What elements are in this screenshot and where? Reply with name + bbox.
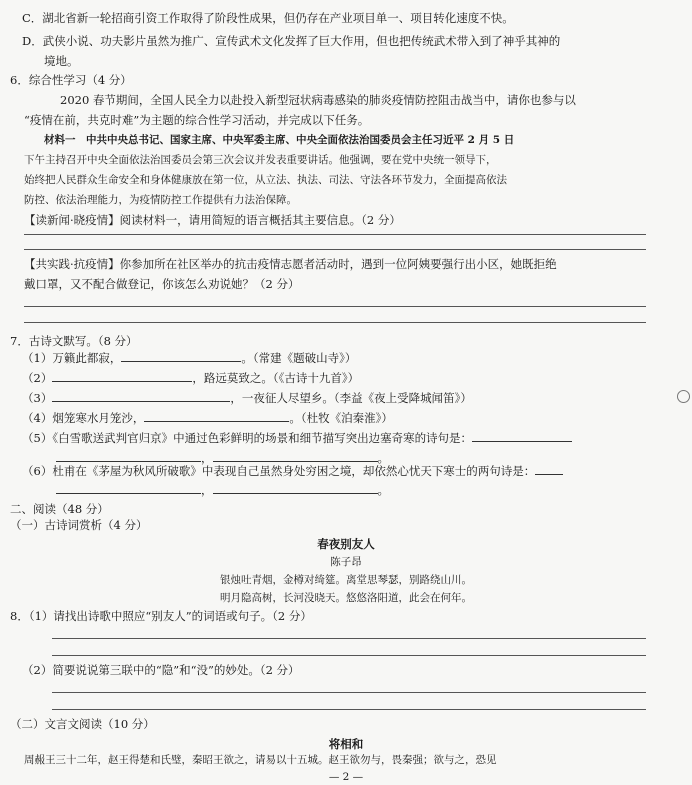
material-one-line2: 下午主持召开中央全面依法治国委员会第三次会议并发表重要讲话。他强调，要在党中央统一领导下， [24, 154, 497, 166]
answer-line[interactable] [24, 249, 646, 250]
section-two-sub1: （一）古诗词赏析（4 分） [10, 518, 148, 532]
q7-item-5: （5）《白雪歌送武判官归京》中通过色彩鲜明的场景和细节描写突出边塞奇寒的诗句是： [22, 429, 572, 446]
answer-line[interactable] [24, 306, 646, 307]
option-d-line2: 境地。 [44, 54, 79, 68]
material-one-line3: 始终把人民群众生命安全和身体健康放在第一位，从立法、执法、司法、守法各环节发力，全面提高依法 [24, 174, 507, 186]
fill-blank[interactable] [472, 429, 572, 442]
answer-line[interactable] [52, 655, 646, 656]
q8-part1: 8．（1）请找出诗歌中照应“别友人”的词语或句子。（2 分） [10, 609, 312, 623]
section-two-sub2: （二）文言文阅读（10 分） [10, 717, 155, 731]
section-two-title: 二、阅读（48 分） [10, 502, 109, 516]
task-practice-line2: 戴口罩，又不配合做登记，你该怎么劝说她？（2 分） [24, 277, 300, 291]
page-number: — 2 — [328, 771, 364, 783]
fill-blank[interactable] [144, 409, 289, 422]
poem-line-2: 明月隐高树，长河没晓天。悠悠洛阳道，此会在何年。 [220, 592, 472, 604]
q7-item-2: （2） ，路远莫致之。（《古诗十九首》） [22, 371, 360, 385]
fill-blank[interactable] [213, 449, 378, 462]
material-one-line1: 材料一 中共中央总书记、国家主席、中央军委主席、中央全面依法治国委员会主任习近平 2 月 5 日 [44, 134, 515, 146]
q8-part2: （2）简要说说第三联中的“隐”和“没”的妙处。（2 分） [22, 663, 300, 677]
answer-line[interactable] [52, 638, 646, 639]
q7-item-6-cont: ， 。 [56, 481, 389, 498]
q7-item-4: （4）烟笼寒水月笼沙， 。（杜牧《泊秦淮》） [22, 411, 393, 425]
answer-line[interactable] [24, 322, 646, 323]
q7-item-3: （3） ，一夜征人尽望乡。（李益《夜上受降城闻笛》） [22, 391, 472, 405]
margin-circle-mark [677, 390, 690, 403]
q6-intro-line1: 2020 春节期间，全国人民全力以赴投入新型冠状病毒感染的肺炎疫情防控阻击战当中，请你也参与以 [60, 93, 576, 107]
q7-item-5-cont: ， 。 [56, 449, 389, 466]
option-d-line1: D．武侠小说、功夫影片虽然为推广、宣传武术文化发挥了巨大作用，但也把传统武术带入到了神乎其神的 [22, 34, 561, 48]
fill-blank[interactable] [213, 481, 378, 494]
material-one-line4: 防控、依法治理能力，为疫情防控工作提供有力法治保障。 [24, 194, 297, 206]
fill-blank[interactable] [121, 349, 241, 362]
q7-item-6: （6）杜甫在《茅屋为秋风所破歌》中表现自己虽然身处穷困之境，却依然心忧天下寒士的两句诗是： [22, 462, 563, 479]
text-title: 将相和 [328, 737, 364, 751]
q6-title: 6．综合性学习（4 分） [10, 73, 132, 87]
poem-author: 陈子昂 [330, 556, 362, 568]
answer-line[interactable] [24, 234, 646, 235]
option-c: C．湖北省新一轮招商引资工作取得了阶段性成果，但仍存在产业项目单一、项目转化速度不快。 [22, 11, 514, 25]
answer-line[interactable] [52, 692, 646, 693]
fill-blank[interactable] [56, 481, 201, 494]
fill-blank[interactable] [535, 462, 563, 475]
fill-blank[interactable] [52, 389, 230, 402]
task-read-news: 【读新闻·晓疫情】阅读材料一，请用简短的语言概括其主要信息。（2 分） [24, 213, 401, 227]
fill-blank[interactable] [56, 449, 201, 462]
answer-line[interactable] [52, 709, 646, 710]
fill-blank[interactable] [52, 369, 192, 382]
classical-text-line1: 周赧王三十二年，赵王得楚和氏璧，秦昭王欲之，请易以十五城。赵王欲勿与，畏秦强；欲与之，恐见 [24, 754, 497, 766]
q7-item-1: （1）万籁此都寂， 。（常建《题破山寺》） [22, 351, 357, 365]
q7-title: 7．古诗文默写。（8 分） [10, 334, 138, 348]
poem-line-1: 银烛吐青烟，金樽对绮筵。离堂思琴瑟，别路绕山川。 [220, 574, 472, 586]
task-practice-line1: 【共实践·抗疫情】你参加所在社区举办的抗击疫情志愿者活动时，遇到一位阿姨要强行出小区，她既拒绝 [24, 257, 557, 271]
poem-title: 春夜别友人 [317, 537, 375, 551]
q6-intro-line2: “疫情在前，共克时难”为主题的综合性学习活动，并完成以下任务。 [24, 113, 370, 127]
